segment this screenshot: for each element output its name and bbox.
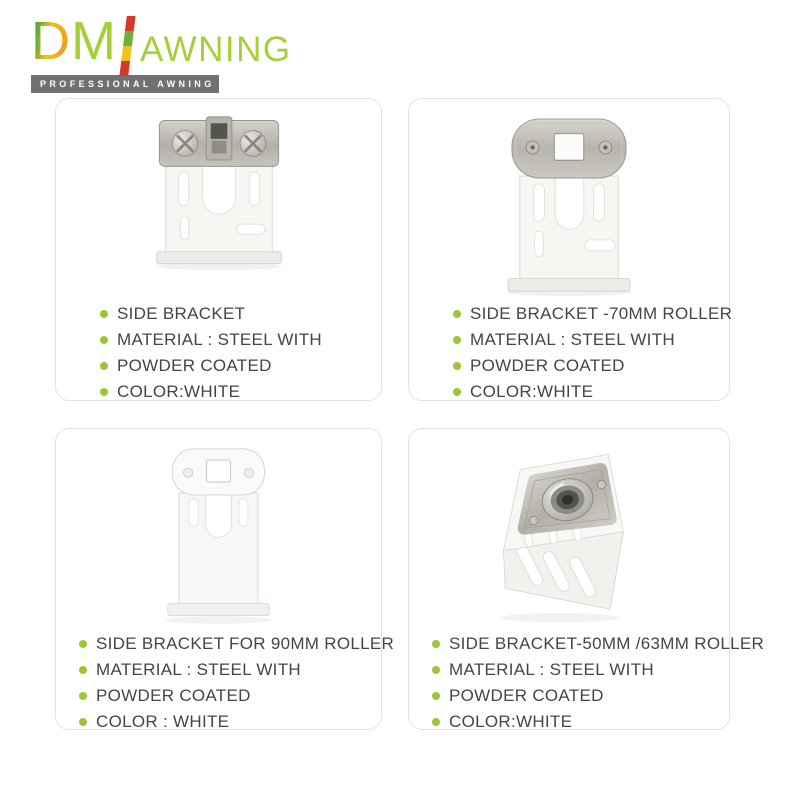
- bullet-dot-icon: [453, 362, 461, 370]
- product-card-side-bracket: [55, 98, 382, 401]
- square-hole: [554, 134, 584, 161]
- side-bracket-clip-image: [150, 115, 288, 271]
- square-hole: [207, 460, 231, 482]
- product-title: SIDE BRACKET-50MM /63MM ROLLER: [449, 634, 765, 653]
- product-card-70mm-roller: [408, 98, 733, 401]
- spec-color: COLOR : WHITE: [96, 712, 230, 731]
- spec-list: [56, 301, 381, 405]
- side-bracket-90mm-image: [154, 445, 283, 625]
- spec-item: [453, 301, 733, 327]
- bullet-dot-icon: [79, 666, 87, 674]
- spec-item: [453, 327, 729, 353]
- product-photo-90mm-roller: [56, 445, 381, 619]
- spec-item: [432, 709, 729, 735]
- logo-awning-text: AWNING: [139, 30, 292, 69]
- bullet-dot-icon: [453, 336, 461, 344]
- bullet-dot-icon: [79, 692, 87, 700]
- bullet-dot-icon: [79, 718, 87, 726]
- product-grid: [55, 98, 765, 731]
- screw-icon: [240, 131, 266, 157]
- spec-material: MATERIAL : STEEL WITH: [470, 330, 675, 349]
- spec-color: COLOR:WHITE: [449, 712, 573, 731]
- spec-item: [432, 631, 765, 657]
- screw-icon: [599, 141, 612, 154]
- screw-hole-icon: [597, 480, 605, 488]
- bullet-dot-icon: [432, 666, 440, 674]
- logo-bar-segment-green: [123, 31, 134, 46]
- spec-item: [100, 353, 381, 379]
- spec-item: [453, 379, 729, 405]
- logo-bar-segment-red: [119, 61, 130, 76]
- logo-wordmark: [31, 11, 292, 71]
- product-card-50-63mm-roller: [408, 428, 765, 731]
- spec-material: MATERIAL : STEEL WITH: [449, 660, 654, 679]
- logo-tagline: PROFESSIONAL AWNING: [31, 75, 219, 93]
- product-title: SIDE BRACKET -70MM ROLLER: [470, 304, 733, 323]
- logo-separator-bar-icon: [119, 16, 135, 76]
- bullet-dot-icon: [100, 362, 108, 370]
- bullet-dot-icon: [100, 388, 108, 396]
- screw-icon: [526, 141, 539, 154]
- spec-item: [100, 379, 381, 405]
- bullet-dot-icon: [100, 336, 108, 344]
- product-photo-50-63mm-roller: [409, 445, 729, 619]
- spec-item: [100, 301, 381, 327]
- bullet-dot-icon: [453, 310, 461, 318]
- logo-bar-segment-red: [125, 16, 136, 31]
- logo-letter-m: M: [71, 11, 117, 71]
- spec-list: [56, 631, 395, 735]
- spec-item: [453, 353, 729, 379]
- screw-hole-icon: [529, 516, 537, 524]
- product-photo-side-bracket: [56, 115, 381, 289]
- logo-bar-segment-yellow: [121, 46, 132, 61]
- spec-finish: POWDER COATED: [117, 356, 272, 375]
- screw-hole-icon: [244, 468, 253, 477]
- spec-finish: POWDER COATED: [470, 356, 625, 375]
- spec-color: COLOR:WHITE: [470, 382, 594, 401]
- spec-color: COLOR:WHITE: [117, 382, 241, 401]
- product-title: SIDE BRACKET: [117, 304, 246, 323]
- bullet-dot-icon: [432, 718, 440, 726]
- bullet-dot-icon: [100, 310, 108, 318]
- spec-list: [409, 301, 733, 405]
- spec-material: MATERIAL : STEEL WITH: [96, 660, 301, 679]
- spec-item: [79, 709, 381, 735]
- spec-item: [100, 327, 381, 353]
- bullet-dot-icon: [432, 692, 440, 700]
- product-photo-70mm-roller: [409, 115, 729, 289]
- side-bracket-70mm-image: [495, 115, 643, 297]
- spec-item: [79, 657, 381, 683]
- spec-item: [432, 657, 729, 683]
- bullet-dot-icon: [79, 640, 87, 648]
- screw-hole-icon: [183, 468, 192, 477]
- logo-letter-d: D: [31, 11, 71, 71]
- spec-finish: POWDER COATED: [96, 686, 251, 705]
- spec-finish: POWDER COATED: [449, 686, 604, 705]
- spec-material: MATERIAL : STEEL WITH: [117, 330, 322, 349]
- product-title: SIDE BRACKET FOR 90MM ROLLER: [96, 634, 395, 653]
- spec-item: [432, 683, 729, 709]
- side-bracket-50-63mm-image: [475, 445, 664, 629]
- product-card-90mm-roller: [55, 428, 395, 731]
- bullet-dot-icon: [453, 388, 461, 396]
- screw-icon: [172, 131, 198, 157]
- spec-item: [79, 683, 381, 709]
- spec-item: [79, 631, 395, 657]
- bullet-dot-icon: [432, 640, 440, 648]
- spec-list: [409, 631, 765, 735]
- brand-logo: [31, 11, 292, 93]
